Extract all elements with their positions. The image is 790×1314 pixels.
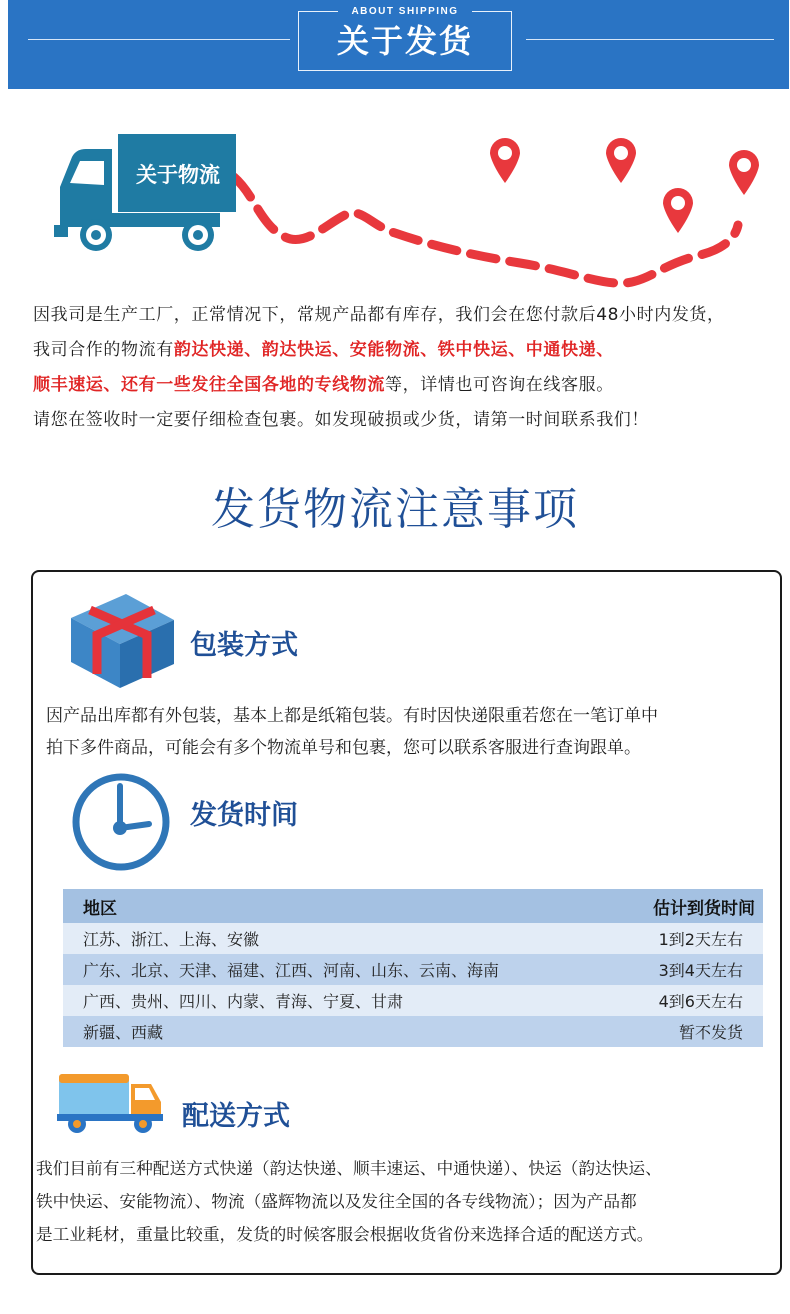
header-title: 关于发货 bbox=[336, 22, 473, 60]
truck-icon bbox=[54, 134, 236, 251]
packaging-heading: 包装方式 bbox=[190, 630, 298, 661]
location-pin-icon bbox=[729, 150, 759, 195]
route-dashed-line bbox=[234, 177, 738, 283]
column-header-region: 地区 bbox=[63, 889, 582, 923]
column-header-time: 估计到货时间 bbox=[582, 889, 763, 923]
logistics-illustration bbox=[0, 115, 790, 295]
delivery-line-2: 铁中快运、安能物流）、物流（盛辉物流以及发往全国的各专线物流）；因为产品都 bbox=[36, 1191, 637, 1211]
notes-title: 发货物流注意事项 bbox=[211, 484, 579, 535]
header-divider-right bbox=[526, 39, 774, 40]
delivery-truck-icon bbox=[55, 1070, 167, 1136]
delivery-line-1: 我们目前有三种配送方式快递（韵达快递、顺丰速运、中通快递）、快运（韵达快运、 bbox=[36, 1158, 662, 1178]
time-cell: 4到6天左右 bbox=[582, 985, 763, 1016]
table-row bbox=[63, 985, 763, 1016]
delivery-heading: 配送方式 bbox=[182, 1101, 290, 1132]
packaging-line-1: 因产品出库都有外包装，基本上都是纸箱包装。有时因快递限重若您在一笔订单中 bbox=[46, 706, 658, 726]
intro-line-3-suffix: 等，详情也可咨询在线客服。 bbox=[385, 375, 614, 395]
location-pin-icon bbox=[606, 138, 636, 183]
region-cell: 广东、北京、天津、福建、江西、河南、山东、云南、海南 bbox=[63, 954, 582, 985]
intro-line-1: 因我司是生产工厂，正常情况下，常规产品都有库存，我们会在您付款后48小时内发货， bbox=[33, 305, 725, 325]
table-row bbox=[63, 954, 763, 985]
packaging-line-2: 拍下多件商品，可能会有多个物流单号和包裹，您可以联系客服进行查询跟单。 bbox=[46, 738, 641, 758]
intro-line-2 bbox=[33, 333, 790, 368]
box-icon bbox=[68, 590, 178, 690]
region-cell: 广西、贵州、四川、内蒙、青海、宁夏、甘肃 bbox=[63, 985, 582, 1016]
header-subtitle: ABOUT SHIPPING bbox=[338, 4, 472, 20]
intro-paragraph bbox=[33, 298, 790, 438]
shipping-time-table bbox=[63, 889, 763, 1047]
delivery-line-3: 是工业耗材，重量比较重，发货的时候客服会根据收货省份来选择合适的配送方式。 bbox=[36, 1224, 654, 1244]
intro-line-4: 请您在签收时一定要仔细检查包裹。如发现破损或少货，请第一时间联系我们！ bbox=[33, 410, 649, 430]
header-divider-left bbox=[28, 39, 290, 40]
table-row bbox=[63, 1016, 763, 1047]
shipping-time-heading: 发货时间 bbox=[190, 800, 298, 831]
location-pin-icon bbox=[663, 188, 693, 233]
time-cell: 暂不发货 bbox=[582, 1016, 763, 1047]
clock-icon bbox=[70, 770, 174, 874]
carrier-list-1: 韵达快递、韵达快运、安能物流、铁中快运、中通快递、 bbox=[173, 340, 614, 360]
intro-line-3 bbox=[33, 368, 790, 403]
region-cell: 江苏、浙江、上海、安徽 bbox=[63, 923, 582, 954]
route-graphic bbox=[0, 115, 790, 295]
table-header-row bbox=[63, 889, 763, 923]
region-cell: 新疆、西藏 bbox=[63, 1016, 582, 1047]
intro-line-2-prefix: 我司合作的物流有 bbox=[33, 340, 174, 360]
location-pin-icon bbox=[490, 138, 520, 183]
logistics-badge: 关于物流 bbox=[136, 163, 220, 187]
header-banner bbox=[8, 0, 789, 89]
time-cell: 1到2天左右 bbox=[582, 923, 763, 954]
time-cell: 3到4天左右 bbox=[582, 954, 763, 985]
carrier-list-2: 顺丰速运、还有一些发往全国各地的专线物流 bbox=[33, 375, 385, 395]
table-row bbox=[63, 923, 763, 954]
